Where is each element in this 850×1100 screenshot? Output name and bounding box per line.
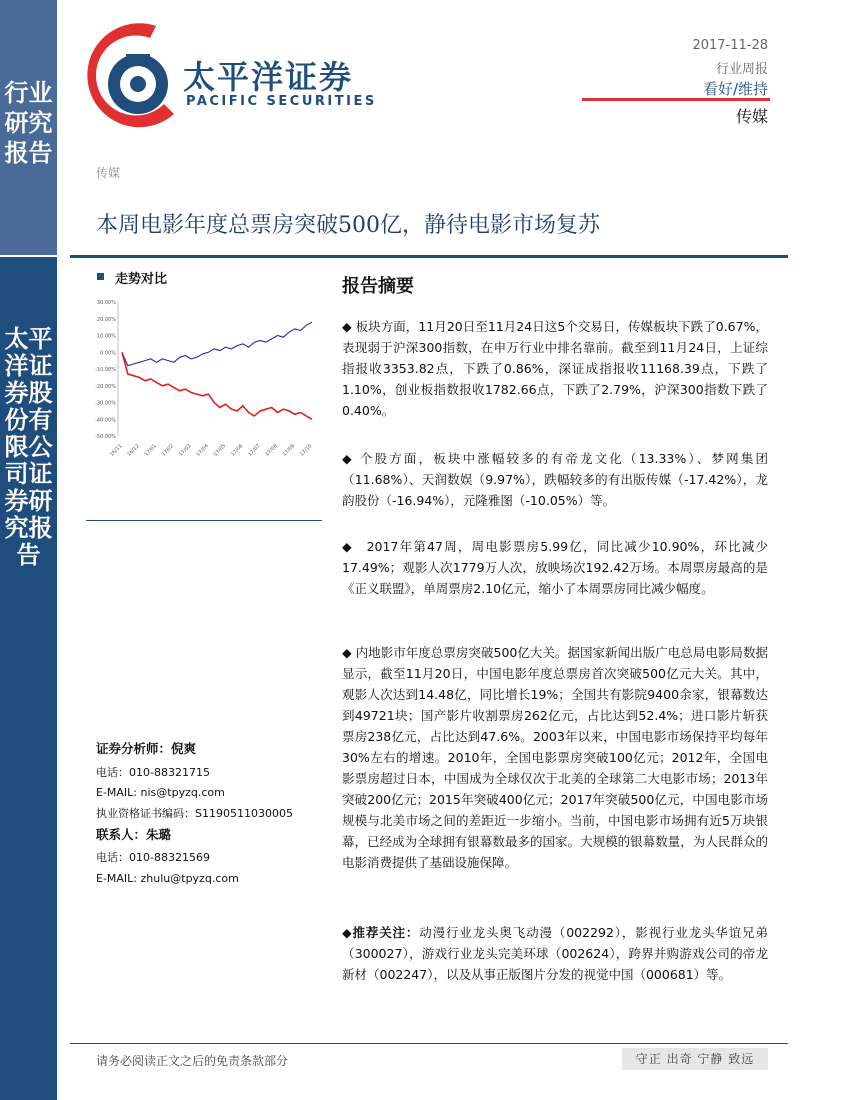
logo-text-cn: 太平洋证券: [183, 58, 354, 96]
y-tick-label: -30.00%: [95, 400, 116, 407]
y-tick-label: -20.00%: [95, 383, 116, 390]
summary-paragraph-2: ◆ 个股方面，板块中涨幅较多的有帝龙文化（13.33%）、梦网集团（11.68%）、天润数娱（9.97%），跌幅较多的有出版传媒（-17.42%），龙韵股份（-16.94%），元隆雅图（-10.05%）等。: [342, 451, 768, 508]
analyst-name: 证券分析师：倪爽: [96, 741, 197, 756]
x-tick-label: 17/06: [229, 443, 245, 458]
contact-email[interactable]: E-MAIL: zhulu@tpyzq.com: [96, 872, 239, 885]
square-bullet-icon: [97, 273, 104, 280]
footer-motto: 守正 出奇 宁静 致远: [622, 1048, 768, 1070]
series-line-1: [122, 322, 312, 366]
x-tick-label: 17/05: [212, 443, 228, 458]
x-tick-label: 16/12: [126, 443, 141, 458]
y-tick-label: -10.00%: [95, 367, 116, 373]
contact-tel: 电话：010-88321569: [96, 851, 210, 864]
trend-heading: 走势对比: [115, 272, 168, 287]
x-tick-label: 17/01: [143, 443, 158, 458]
chart-divider: [86, 520, 322, 521]
rating: 看好/维持: [702, 80, 768, 98]
analyst-email[interactable]: E-MAIL: nis@tpyzq.com: [96, 786, 225, 799]
summary-paragraph-3: ◆ 2017年第47周，周电影票房5.99亿，同比减少10.90%，环比减少17.49%；观影人次1779万人次，放映场次192.42万场。本周票房最高的是《正义联盟》，单周票房2.10亿元，缩小了本周票房同比减少幅度。: [342, 539, 768, 596]
x-tick-label: 17/07: [247, 443, 262, 458]
summary-paragraph-4: ◆ 内地影市年度总票房突破500亿大关。据国家新闻出版广电总局电影局数据显示，截至11月20日，中国电影年度总票房首次突破500亿元大关。其中，观影人次达到14.48亿，同比增长19%；全国共有影院9400余家，银幕数达到49721块；国产影片收割票房262亿元，占比达到52.4%；进口影片斩获票房238亿元，占比达到47.6%。2003年以来，中国电影市场保持平均每年30%左右的增速。2010年，全国电影票房突破100亿元；2012年，全国电影票房超过日本，中国成为全球仅次于北美的全球第二大电影市场；2013年突破200亿元；2015年突破400亿元；2017年突破500亿元，中国电影市场规模与北美市场之间的差距近一步缩小。当前，中国电影市场拥有近5万块银幕，已经成为全球拥有银幕数最多的国家。大规模的银幕数量，为人民群众的电影消费提供了基础设施保障。: [342, 645, 768, 870]
y-tick-label: 0.00%: [100, 350, 116, 357]
x-tick-label: 17/04: [195, 443, 210, 458]
analyst-tel: 电话：010-88321715: [96, 766, 210, 779]
industry-tag: 传媒: [96, 166, 121, 180]
y-tick-label: 10.00%: [96, 333, 116, 340]
summary-heading: 报告摘要: [342, 276, 414, 297]
sidebar-top-label: 行业研究报告: [4, 78, 53, 167]
x-tick-label: 17/10: [298, 443, 314, 458]
y-tick-label: -50.00%: [95, 434, 116, 440]
y-tick-label: 30.00%: [96, 300, 116, 306]
report-date: 2017-11-28: [692, 38, 768, 53]
red-divider: [582, 98, 770, 101]
series-line-2: [122, 352, 312, 419]
logo-text-en: PACIFIC SECURITIES: [186, 94, 377, 109]
x-tick-label: 16/11: [108, 443, 124, 458]
company-logo-icon: [86, 18, 182, 136]
x-tick-label: 17/03: [178, 443, 193, 458]
analyst-cert: 执业资格证书编码：S1190511030005: [96, 807, 293, 820]
summary-paragraph-5: [342, 922, 768, 985]
contact-name: 联系人：朱璐: [96, 827, 172, 842]
sidebar-bottom-label: 太平洋证券股份有限公司证券研究报告: [4, 324, 53, 569]
x-tick-label: 17/02: [160, 443, 176, 458]
trend-chart: [84, 296, 326, 466]
footer-divider: [70, 1043, 788, 1044]
footer-disclaimer: 请务必阅读正文之后的免责条款部分: [96, 1054, 289, 1068]
recommend-label: ◆推荐关注：: [342, 925, 420, 940]
title-divider: [70, 255, 788, 258]
report-title: 本周电影年度总票房突破500亿，静待电影市场复苏: [96, 213, 600, 238]
x-tick-label: 17/08: [264, 443, 279, 458]
y-tick-label: -40.00%: [95, 417, 116, 424]
x-tick-label: 17/09: [281, 443, 297, 458]
industry-label: 传媒: [735, 107, 768, 126]
summary-paragraph-1: ◆ 板块方面，11月20日至11月24日这5个交易日，传媒板块下跌了0.67%，表现弱于沪深300指数，在申万行业中排名靠前。截至到11月24日，上证综指报收3353.82点，下跌了0.86%，深证成指报收11168.39点，下跌了1.10%，创业板指数报收1782.66点，下跌了2.79%，沪深300指数下跌了0.40%。: [342, 319, 768, 418]
y-tick-label: 20.00%: [96, 316, 116, 323]
recommend-text: 动漫行业龙头奥飞动漫（002292），影视行业龙头华谊兄弟（300027），游戏行业龙头完美环球（002624），跨界并购游戏公司的帝龙新材（002247），以及从事正版图片分发的视觉中国（000681）等。: [342, 925, 769, 982]
report-type: 行业周报: [715, 62, 768, 77]
